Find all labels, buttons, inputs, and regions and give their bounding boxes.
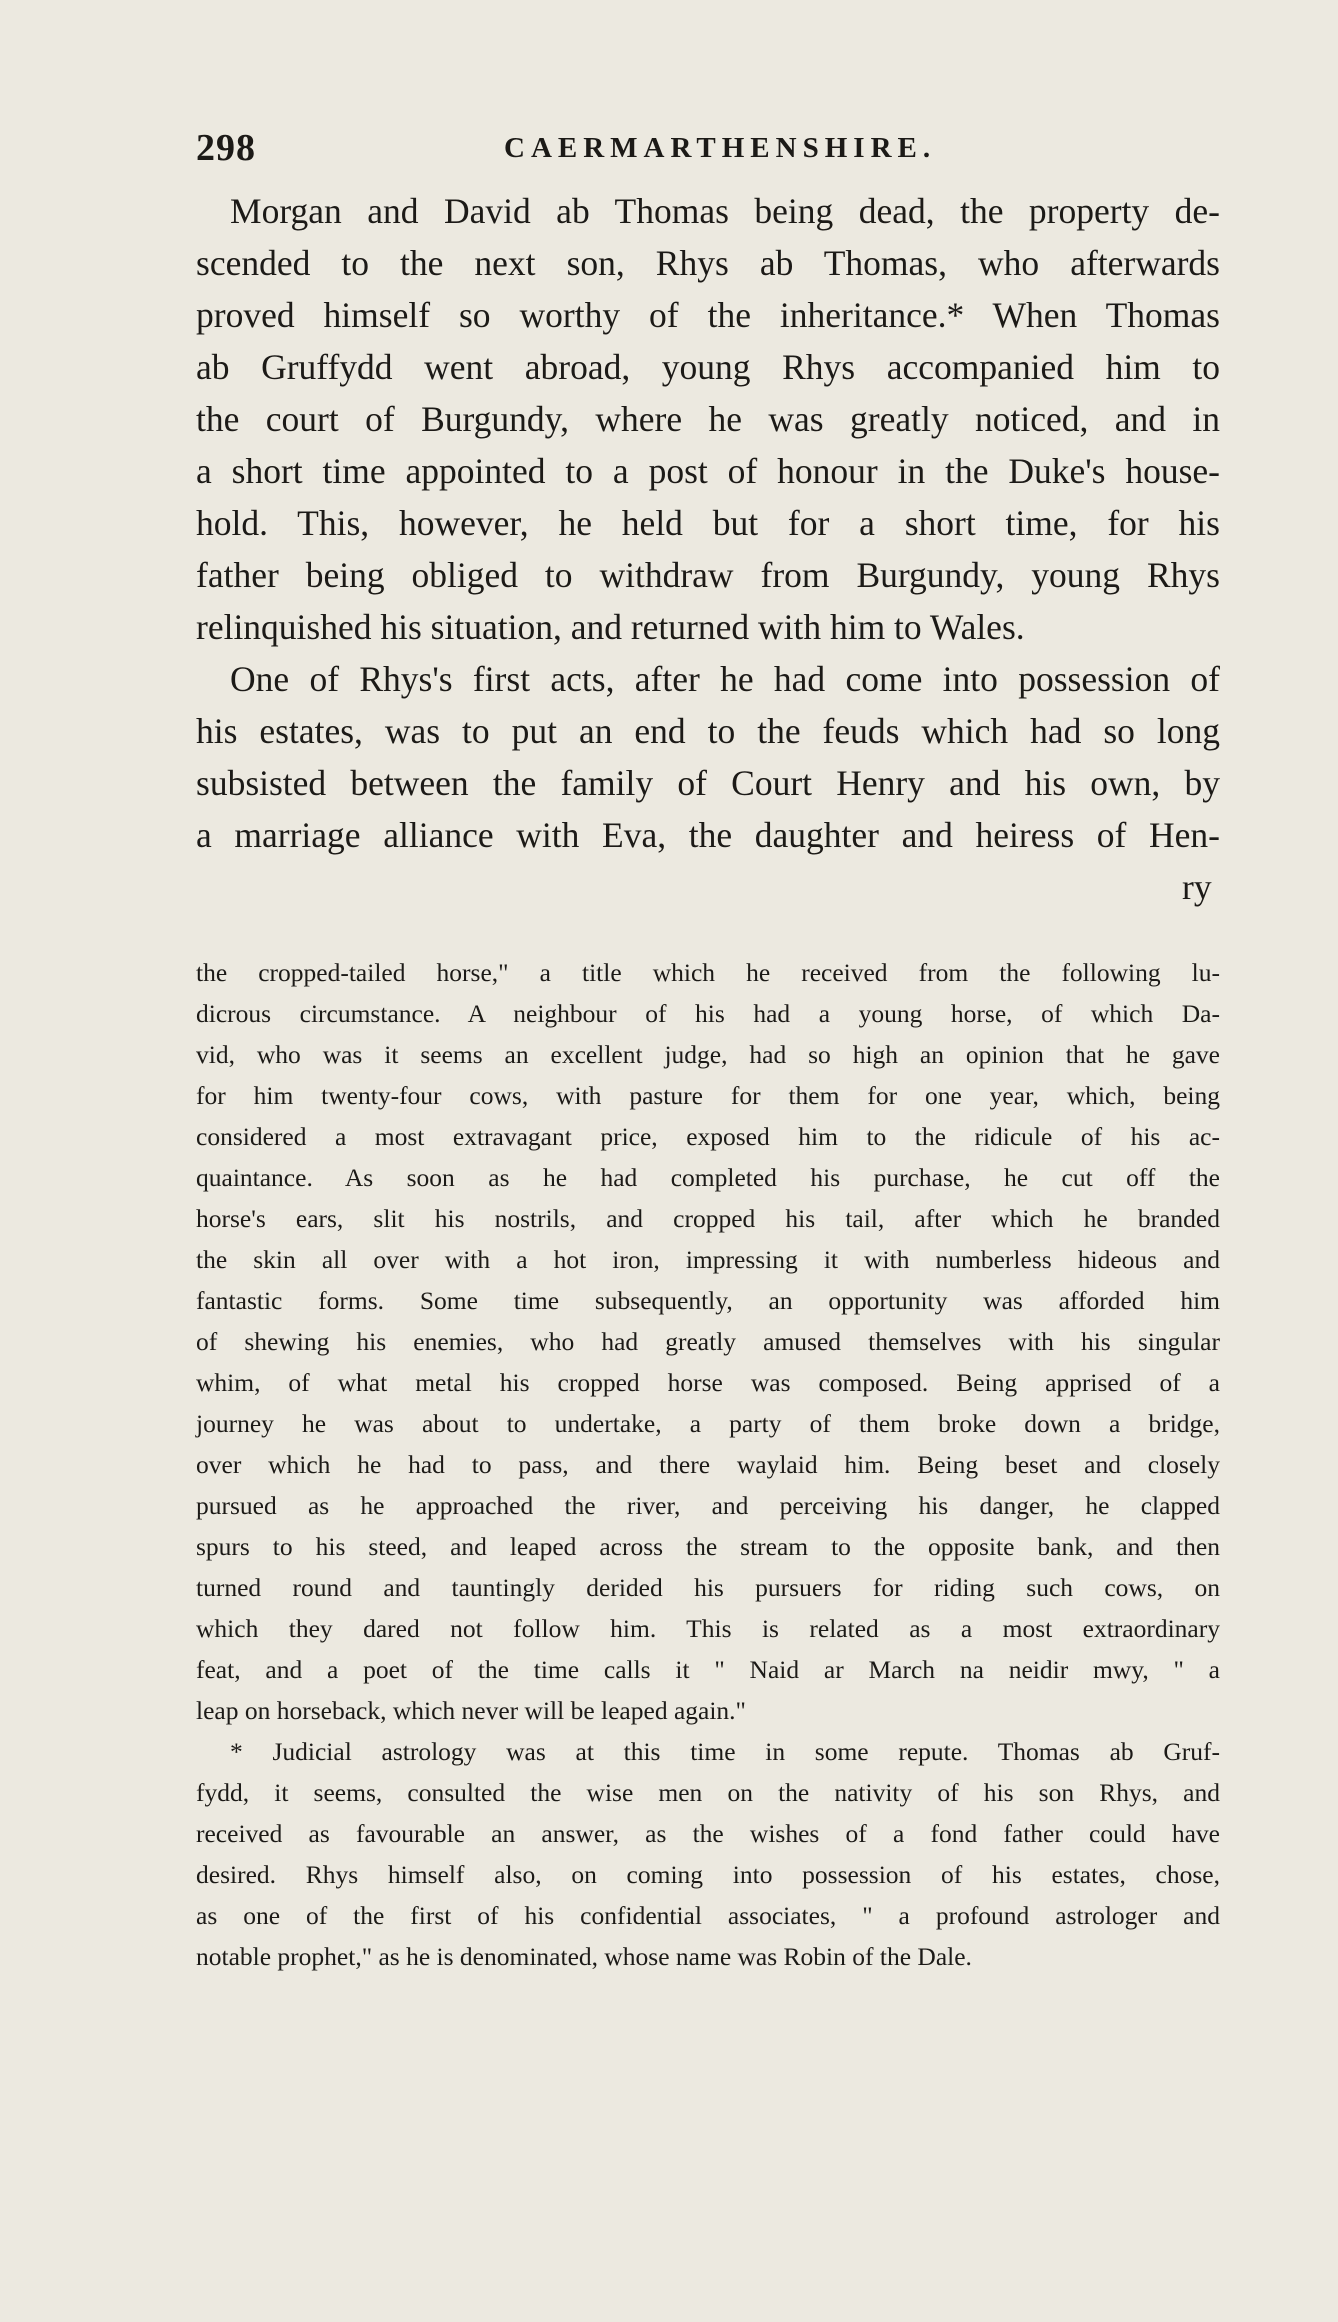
footnote-line: as one of the first of his confidential associates, " a profound astrologer and [196,1901,1220,1930]
body-line: a marriage alliance with Eva, the daughter and heiress of Hen- [196,815,1220,855]
footnote-line: the skin all over with a hot iron, impressing it with numberless hideous and [196,1245,1220,1274]
body-line: his estates, was to put an end to the feuds which had so long [196,711,1220,751]
body-line: a short time appointed to a post of honour in the Duke's house- [196,451,1220,491]
footnote-line: for him twenty-four cows, with pasture for them for one year, which, being [196,1081,1220,1110]
body-line: subsisted between the family of Court Henry and his own, by [196,763,1220,803]
footnote-line: which they dared not follow him. This is related as a most extraordinary [196,1614,1220,1643]
body-line: Morgan and David ab Thomas being dead, the property de- [230,191,1220,231]
footnote-line: fydd, it seems, consulted the wise men on the nativity of his son Rhys, and [196,1778,1220,1807]
catchword: ry [1182,867,1212,907]
footnote-line: desired. Rhys himself also, on coming into possession of his estates, chose, [196,1860,1220,1889]
footnote-line: the cropped-tailed horse," a title which he received from the following lu- [196,958,1220,987]
footnote-line: * Judicial astrology was at this time in some repute. Thomas ab Gruf- [230,1737,1220,1766]
body-line: the court of Burgundy, where he was greatly noticed, and in [196,399,1220,439]
body-line: proved himself so worthy of the inheritance.* When Thomas [196,295,1220,335]
body-line: father being obliged to withdraw from Burgundy, young Rhys [196,555,1220,595]
footnote-line: over which he had to pass, and there waylaid him. Being beset and closely [196,1450,1220,1479]
body-line: hold. This, however, he held but for a short time, for his [196,503,1220,543]
footnote-line: fantastic forms. Some time subsequently, an opportunity was afforded him [196,1286,1220,1315]
body-line: relinquished his situation, and returned with him to Wales. [196,607,1025,647]
footnotes [196,958,1246,1998]
footnote-line: whim, of what metal his cropped horse was composed. Being apprised of a [196,1368,1220,1397]
footnote-line: turned round and tauntingly derided his pursuers for riding such cows, on [196,1573,1220,1602]
footnote-line: horse's ears, slit his nostrils, and cropped his tail, after which he branded [196,1204,1220,1233]
running-head: CAERMARTHENSHIRE. [504,132,937,164]
page-header [196,126,1206,169]
footnote-line: considered a most extravagant price, exposed him to the ridicule of his ac- [196,1122,1220,1151]
body-line: ab Gruffydd went abroad, young Rhys accompanied him to [196,347,1220,387]
body-line: scended to the next son, Rhys ab Thomas, who afterwards [196,243,1220,283]
footnote-line: quaintance. As soon as he had completed his purchase, he cut off the [196,1163,1220,1192]
footnote-line: pursued as he approached the river, and perceiving his danger, he clapped [196,1491,1220,1520]
footnote-line: feat, and a poet of the time calls it " Naid ar March na neidir mwy, " a [196,1655,1220,1684]
footnote-line: journey he was about to undertake, a party of them broke down a bridge, [196,1409,1220,1438]
body-text [196,190,1246,990]
footnote-line: spurs to his steed, and leaped across the stream to the opposite bank, and then [196,1532,1220,1561]
footnote-line: notable prophet," as he is denominated, whose name was Robin of the Dale. [196,1942,972,1971]
page-number: 298 [196,127,256,169]
footnote-line: dicrous circumstance. A neighbour of his had a young horse, of which Da- [196,999,1220,1028]
footnote-line: received as favourable an answer, as the wishes of a fond father could have [196,1819,1220,1848]
footnote-line: vid, who was it seems an excellent judge, had so high an opinion that he gave [196,1040,1220,1069]
body-line: One of Rhys's first acts, after he had come into possession of [230,659,1220,699]
footnote-line: leap on horseback, which never will be leaped again." [196,1696,746,1725]
footnote-line: of shewing his enemies, who had greatly amused themselves with his singular [196,1327,1220,1356]
